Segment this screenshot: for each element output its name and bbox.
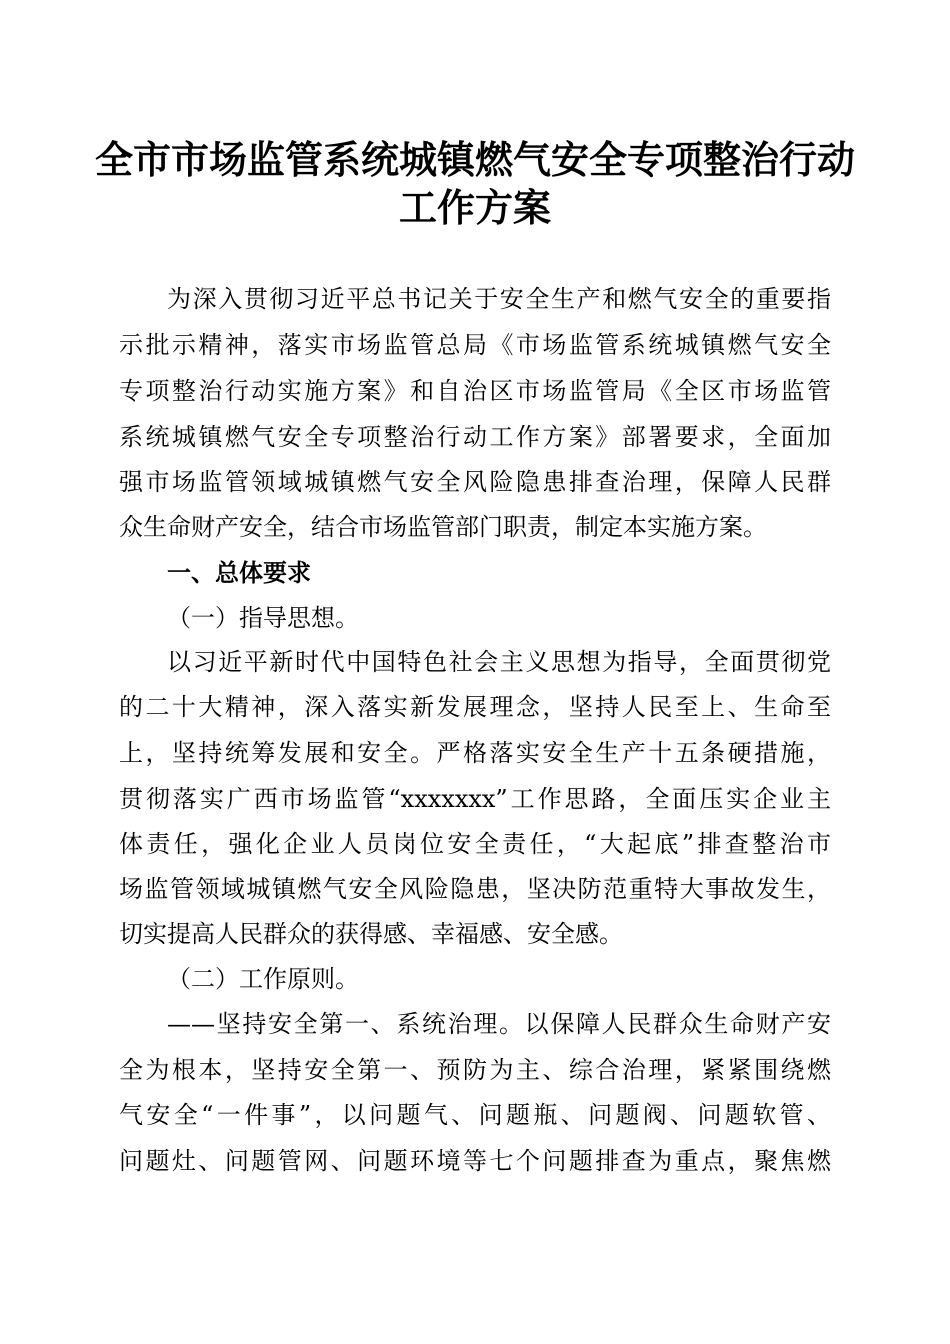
paragraph-line: 的二十大精神，深入落实新发展理念，坚持人民至上、生命至: [119, 693, 831, 721]
intro-line: 系统城镇燃气安全专项整治行动工作方案》部署要求，全面加: [119, 423, 831, 451]
paragraph-line: 切实提高人民群众的获得感、幸福感、安全感。: [119, 920, 623, 948]
paragraph-line: ——坚持安全第一、系统治理。以保障人民群众生命财产安: [167, 1010, 831, 1038]
paragraph-line: 问题灶、问题管网、问题环境等七个问题排查为重点，聚焦燃: [119, 1147, 831, 1175]
paragraph-line: 场监管领域城镇燃气安全风险隐患，坚决防范重特大事故发生，: [119, 875, 831, 903]
intro-line: 强市场监管领域城镇燃气安全风险隐患排查治理，保障人民群: [119, 468, 831, 496]
document-title-line-2: 工作方案: [398, 186, 551, 230]
intro-line: 示批示精神，落实市场监管总局《市场监管系统城镇燃气安全: [119, 331, 831, 359]
intro-line: 众生命财产安全，结合市场监管部门职责，制定本实施方案。: [119, 513, 767, 541]
subsection-heading: （二）工作原则。: [167, 965, 359, 993]
paragraph-line: 气安全“一件事”，以问题气、问题瓶、问题阀、问题软管、: [119, 1101, 831, 1129]
paragraph-line: 全为根本，坚持安全第一、预防为主、综合治理，紧紧围绕燃: [119, 1056, 831, 1084]
paragraph-line: 体责任，强化企业人员岗位安全责任，“大起底”排查整治市: [119, 830, 831, 858]
paragraph-line: 贯彻落实广西市场监管“xxxxxxx”工作思路，全面压实企业主: [119, 785, 831, 813]
intro-line: 为深入贯彻习近平总书记关于安全生产和燃气安全的重要指: [167, 285, 831, 313]
paragraph-line: 上，坚持统筹发展和安全。严格落实安全生产十五条硬措施，: [119, 739, 831, 767]
document-title-line-1: 全市市场监管系统城镇燃气安全专项整治行动: [94, 138, 855, 182]
section-heading: 一、总体要求: [167, 559, 311, 587]
paragraph-line: 以习近平新时代中国特色社会主义思想为指导，全面贯彻党: [167, 648, 831, 676]
subsection-heading: （一）指导思想。: [167, 604, 359, 632]
intro-line: 专项整治行动实施方案》和自治区市场监管局《全区市场监管: [119, 377, 831, 405]
